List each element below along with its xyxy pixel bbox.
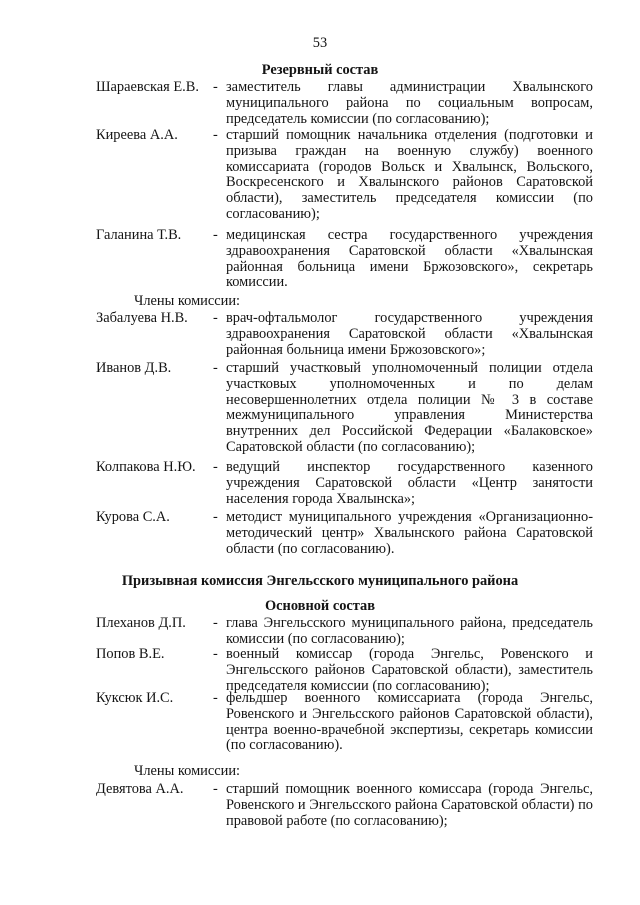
member-role: военный комиссар (города Энгельс, Ровенского и Энгельсского районов Саратовской области), заместитель председателя комиссии (по согласованию); [226, 646, 593, 694]
member-name: Курова С.А. [96, 509, 170, 525]
member-name: Попов В.Е. [96, 646, 165, 662]
dash: - [213, 360, 218, 376]
member-name: Киреева А.А. [96, 127, 178, 143]
member-name: Забалуева Н.В. [96, 310, 188, 326]
member-role: глава Энгельсского муниципального района, председатель комиссии (по согласованию); [226, 615, 593, 647]
member-name: Галанина Т.В. [96, 227, 182, 243]
member-role: старший помощник начальника отделения (подготовки и призыва граждан на военную службу) военного комиссариата (городов Вольск и Хвалынск, Вольского, Воскресенского и Хвалынского районов Саратовской области), заместитель председателя комиссии (по согласованию); [226, 127, 593, 222]
member-name: Плеханов Д.П. [96, 615, 186, 631]
member-name: Куксюк И.С. [96, 690, 174, 706]
member-role: фельдшер военного комиссариата (города Энгельс, Ровенского и Энгельсского районов Саратовской области), центра военно-врачебной экспертизы, секретарь комиссии (по согласованию). [226, 690, 593, 754]
dash: - [213, 127, 218, 143]
member-role: ведущий инспектор государственного казенного учреждения Саратовской области «Центр занятости населения города Хвалынска»; [226, 459, 593, 507]
dash: - [213, 227, 218, 243]
member-name: Колпакова Н.Ю. [96, 459, 196, 475]
member-role: старший помощник военного комиссара (города Энгельс, Ровенского и Энгельсского района Саратовской области) по правовой работе (по согласованию); [226, 781, 593, 829]
member-role: медицинская сестра государственного учреждения здравоохранения Саратовской области «Хвалынская районная больница имени Бржозовского», секретарь комиссии. [226, 227, 593, 291]
member-role: методист муниципального учреждения «Организационно-методический центр» Хвалынского района Саратовской области (по согласованию). [226, 509, 593, 557]
dash: - [213, 781, 218, 797]
commission-title: Призывная комиссия Энгельсского муниципального района [121, 573, 519, 589]
member-name: Шараевская Е.В. [96, 79, 199, 95]
member-role: старший участковый уполномоченный полиции отдела участковых уполномоченных и по делам несовершеннолетних отдела полиции № 3 в составе межмуниципального управления Министерства внутренних дел Российской Федерации «Балаковское» Саратовской области (по согласованию); [226, 360, 593, 455]
members-label: Члены комиссии: [134, 293, 241, 309]
dash: - [213, 509, 218, 525]
dash: - [213, 79, 218, 95]
dash: - [213, 646, 218, 662]
reserve-heading: Резервный состав [261, 62, 379, 78]
dash: - [213, 690, 218, 706]
dash: - [213, 459, 218, 475]
page-number: 53 [312, 35, 328, 51]
member-name: Иванов Д.В. [96, 360, 172, 376]
dash: - [213, 310, 218, 326]
member-name: Девятова А.А. [96, 781, 184, 797]
main-composition-heading: Основной состав [264, 598, 376, 614]
dash: - [213, 615, 218, 631]
member-role: врач-офтальмолог государственного учреждения здравоохранения Саратовской области «Хвалынская районная больница имени Бржозовского»; [226, 310, 593, 358]
member-role: заместитель главы администрации Хвалынского муниципального района по социальным вопросам, председатель комиссии (по согласованию); [226, 79, 593, 127]
members-label: Члены комиссии: [134, 763, 241, 779]
